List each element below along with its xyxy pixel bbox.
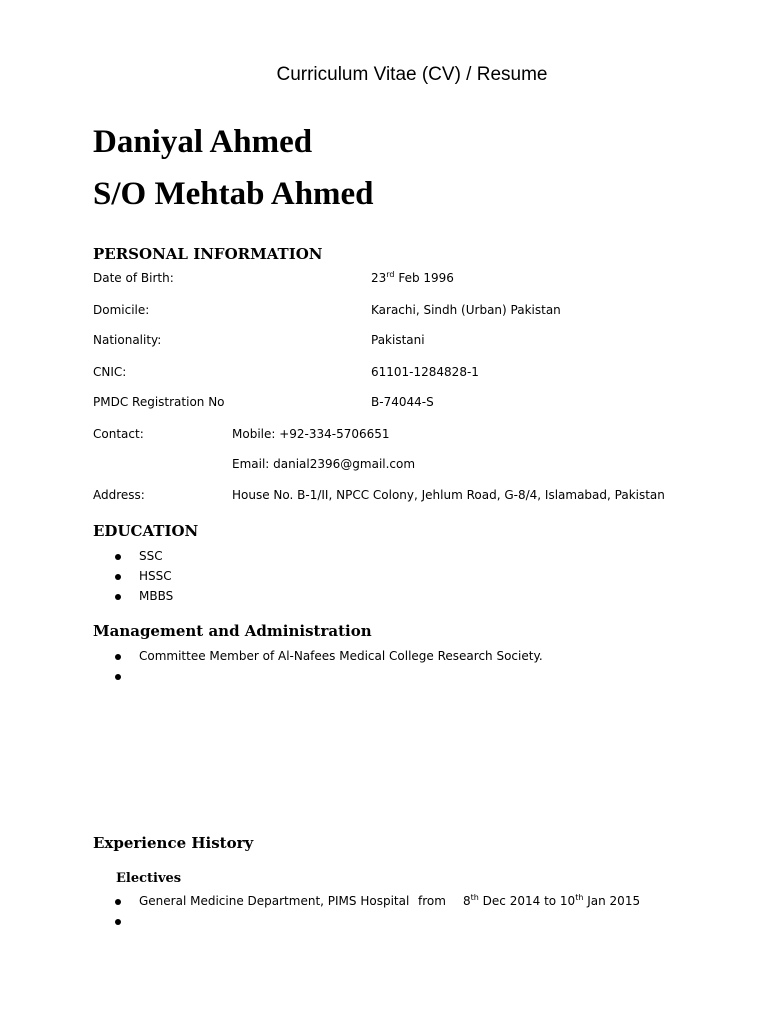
parent-name: S/O Mehtab Ahmed bbox=[93, 176, 374, 212]
dob-value: 23rd Feb 1996 bbox=[371, 270, 454, 285]
electives-subheading: Electives bbox=[116, 871, 182, 886]
bullet-icon bbox=[115, 594, 121, 600]
education-heading: EDUCATION bbox=[93, 522, 199, 540]
elective-from: from bbox=[418, 894, 446, 908]
domicile-value: Karachi, Sindh (Urban) Pakistan bbox=[371, 303, 561, 317]
mobile-value: Mobile: +92-334-5706651 bbox=[232, 427, 390, 441]
email-value: Email: danial2396@gmail.com bbox=[232, 457, 416, 471]
bullet-icon bbox=[115, 899, 121, 905]
bullet-icon bbox=[115, 654, 121, 660]
contact-label: Contact: bbox=[93, 427, 144, 441]
pmdc-label: PMDC Registration No bbox=[93, 395, 225, 409]
bullet-icon bbox=[115, 674, 121, 680]
management-heading: Management and Administration bbox=[93, 622, 372, 640]
elective-department: General Medicine Department, PIMS Hospital bbox=[139, 894, 410, 908]
pmdc-value: B-74044-S bbox=[371, 395, 434, 409]
nationality-label: Nationality: bbox=[93, 333, 162, 347]
elective-dates: 8th Dec 2014 to 10th Jan 2015 bbox=[463, 893, 641, 908]
list-item: SSC bbox=[139, 549, 163, 563]
cnic-label: CNIC: bbox=[93, 365, 127, 379]
address-value: House No. B-1/II, NPCC Colony, Jehlum Road, G-8/4, Islamabad, Pakistan bbox=[232, 488, 665, 502]
candidate-name: Daniyal Ahmed bbox=[93, 124, 313, 160]
list-item: Committee Member of Al-Nafees Medical College Research Society. bbox=[139, 649, 543, 663]
personal-info-heading: PERSONAL INFORMATION bbox=[93, 245, 323, 263]
document-title: Curriculum Vitae (CV) / Resume bbox=[276, 64, 548, 85]
domicile-label: Domicile: bbox=[93, 303, 150, 317]
experience-heading: Experience History bbox=[93, 834, 254, 852]
address-label: Address: bbox=[93, 488, 145, 502]
bullet-icon bbox=[115, 554, 121, 560]
dob-label: Date of Birth: bbox=[93, 271, 174, 285]
bullet-icon bbox=[115, 919, 121, 925]
bullet-icon bbox=[115, 574, 121, 580]
cnic-value: 61101-1284828-1 bbox=[371, 365, 479, 379]
list-item: MBBS bbox=[139, 589, 174, 603]
list-item: HSSC bbox=[139, 569, 172, 583]
nationality-value: Pakistani bbox=[371, 333, 425, 347]
